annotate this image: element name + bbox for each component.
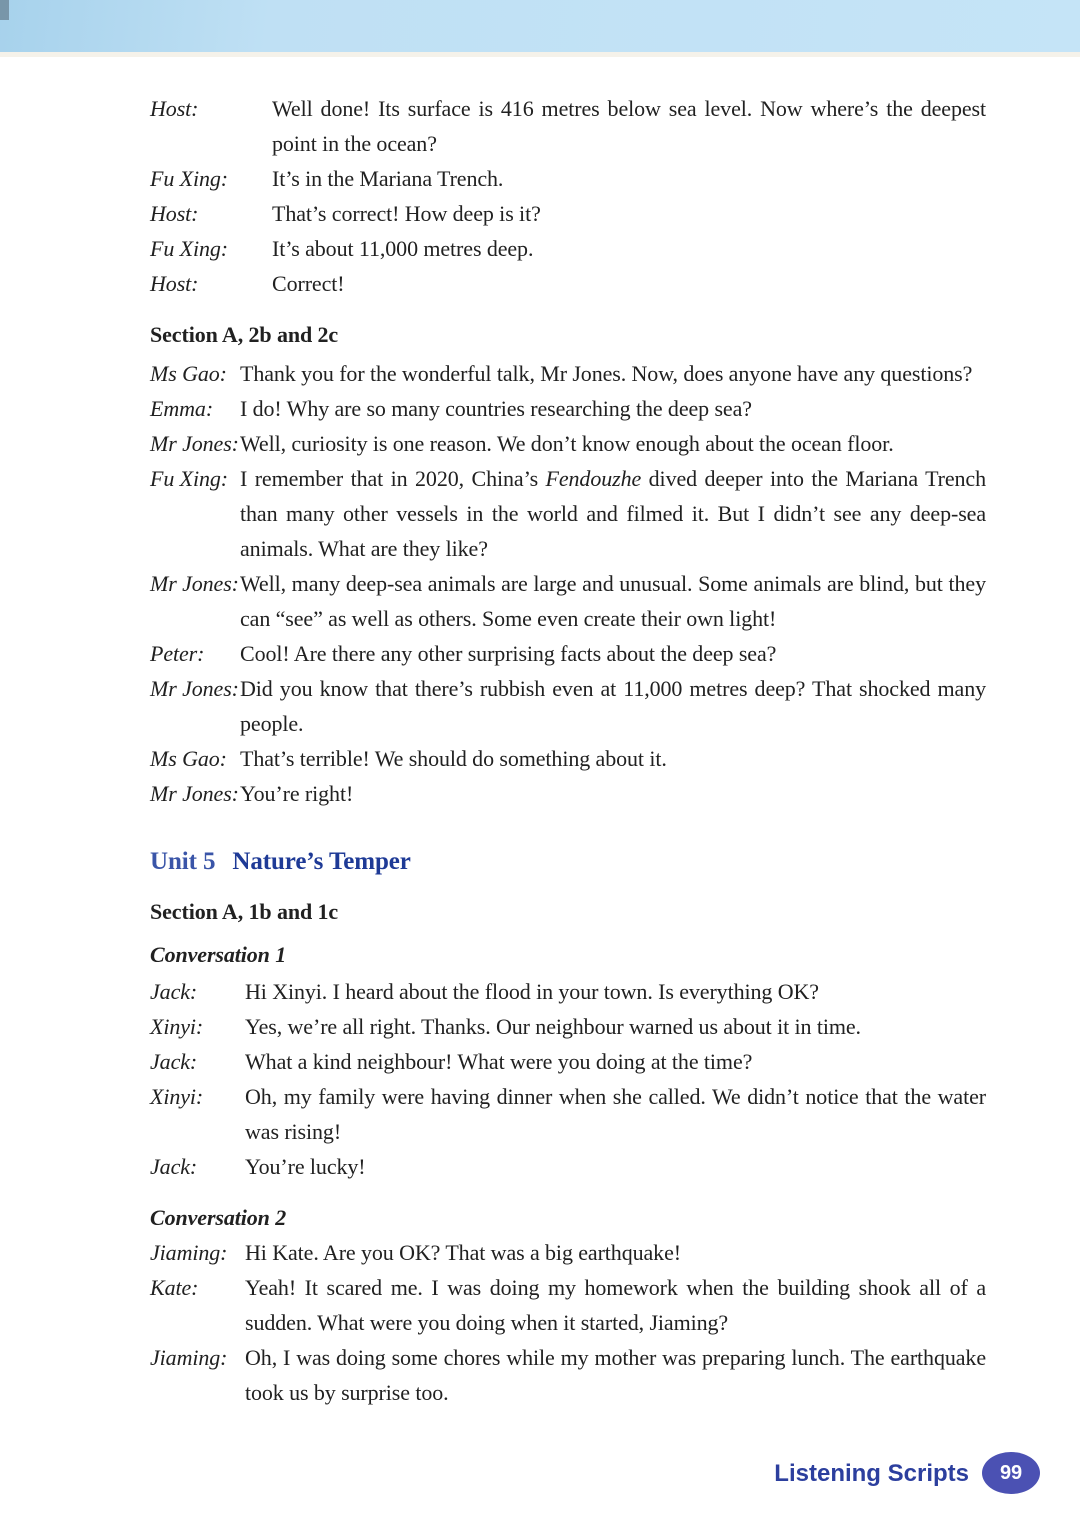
speaker-label: Mr Jones: — [150, 676, 239, 701]
dialogue-row — [150, 566, 986, 636]
utterance-text — [240, 461, 986, 566]
utterance-text: It’s about 11,000 metres deep. — [272, 236, 534, 261]
dialogue-row — [150, 741, 986, 776]
utterance-text: It’s in the Mariana Trench. — [272, 166, 504, 191]
page-footer — [774, 1452, 1040, 1494]
unit-title: Nature’s Temper — [232, 848, 411, 875]
speaker-label: Emma: — [150, 396, 214, 421]
speaker-label: Host: — [150, 271, 199, 296]
dialogue-row — [150, 461, 986, 566]
dialogue-row — [150, 671, 986, 741]
utterance-text: Well, curiosity is one reason. We don’t know enough about the ocean floor. — [240, 431, 894, 456]
utterance-text: Hi Xinyi. I heard about the flood in your town. Is everything OK? — [245, 979, 819, 1004]
section-header-1b-1c: Section A, 1b and 1c — [150, 899, 339, 924]
utterance-text: Did you know that there’s rubbish even at 11,000 metres deep? That shocked many people. — [240, 676, 986, 736]
dialogue-row — [150, 391, 986, 426]
dialogue-row — [150, 91, 986, 161]
page-number-badge: 99 — [982, 1452, 1040, 1494]
speaker-label: Mr Jones: — [150, 431, 239, 456]
utterance-segment: dived deeper into the Mariana Trench than many other vessels in the world and filmed it. But I didn’t see any deep-sea animals. What are they like? — [240, 466, 986, 561]
dialogue-row — [150, 161, 986, 196]
utterance-text: Hi Kate. Are you OK? That was a big earthquake! — [245, 1240, 681, 1265]
dialogue-row — [150, 196, 986, 231]
conversation-1-header: Conversation 1 — [150, 942, 287, 967]
speaker-label: Mr Jones: — [150, 571, 239, 596]
dialogue-row — [150, 1235, 986, 1270]
utterance-text: Thank you for the wonderful talk, Mr Jones. Now, does anyone have any questions? — [240, 361, 973, 386]
dialogue-block-conversation-1 — [150, 974, 986, 1184]
unit-heading — [150, 844, 986, 880]
dialogue-block-classroom — [150, 356, 986, 811]
speaker-label: Fu Xing: — [150, 466, 229, 491]
speaker-label: Fu Xing: — [150, 236, 229, 261]
dialogue-block-conversation-2 — [150, 1235, 986, 1410]
vessel-name: Fendouzhe — [545, 466, 642, 491]
utterance-text: That’s correct! How deep is it? — [272, 201, 541, 226]
dialogue-row — [150, 1340, 986, 1410]
speaker-label: Kate: — [150, 1275, 199, 1300]
speaker-label: Ms Gao: — [150, 746, 227, 771]
listening-scripts-content — [150, 0, 986, 1410]
speaker-label: Fu Xing: — [150, 166, 229, 191]
dialogue-row — [150, 1009, 986, 1044]
conversation-2-header: Conversation 2 — [150, 1205, 287, 1230]
dialogue-row — [150, 1044, 986, 1079]
utterance-text: Correct! — [272, 271, 345, 296]
dialogue-row — [150, 636, 986, 671]
utterance-text: Oh, my family were having dinner when she called. We didn’t notice that the water was rising! — [245, 1084, 986, 1144]
utterance-text: You’re right! — [240, 781, 354, 806]
unit-number: Unit 5 — [150, 848, 216, 875]
dialogue-row — [150, 356, 986, 391]
utterance-text: Well, many deep-sea animals are large and unusual. Some animals are blind, but they can “see” as well as others. Some even create their own light! — [240, 571, 986, 631]
utterance-text: Well done! Its surface is 416 metres below sea level. Now where’s the deepest point in the ocean? — [272, 96, 986, 156]
section-header-2b-2c: Section A, 2b and 2c — [150, 322, 339, 347]
speaker-label: Host: — [150, 96, 199, 121]
speaker-label: Jack: — [150, 1154, 198, 1179]
dialogue-row — [150, 974, 986, 1009]
speaker-label: Mr Jones: — [150, 781, 239, 806]
speaker-label: Jack: — [150, 1049, 198, 1074]
utterance-text: Yeah! It scared me. I was doing my homework when the building shook all of a sudden. What were you doing when it started, Jiaming? — [245, 1275, 986, 1335]
utterance-text: Yes, we’re all right. Thanks. Our neighbour warned us about it in time. — [245, 1014, 861, 1039]
utterance-text: You’re lucky! — [245, 1154, 366, 1179]
utterance-segment: I remember that in 2020, China’s — [240, 466, 546, 491]
utterance-text: That’s terrible! We should do something about it. — [240, 746, 667, 771]
dialogue-row — [150, 776, 986, 811]
speaker-label: Peter: — [150, 641, 205, 666]
speaker-label: Xinyi: — [150, 1014, 204, 1039]
dialogue-row — [150, 1079, 986, 1149]
utterance-text: I do! Why are so many countries researching the deep sea? — [240, 396, 752, 421]
speaker-label: Xinyi: — [150, 1084, 204, 1109]
footer-label: Listening Scripts — [774, 1459, 969, 1487]
dialogue-row — [150, 1149, 986, 1184]
speaker-label: Ms Gao: — [150, 361, 227, 386]
dialogue-row — [150, 1270, 986, 1340]
speaker-label: Host: — [150, 201, 199, 226]
speaker-label: Jiaming: — [150, 1345, 228, 1370]
utterance-text: What a kind neighbour! What were you doing at the time? — [245, 1049, 753, 1074]
dialogue-row — [150, 266, 986, 301]
speaker-label: Jiaming: — [150, 1240, 228, 1265]
speaker-label: Jack: — [150, 979, 198, 1004]
dialogue-row — [150, 426, 986, 461]
dialogue-block-quiz — [150, 91, 986, 301]
utterance-text: Cool! Are there any other surprising facts about the deep sea? — [240, 641, 777, 666]
dialogue-row — [150, 231, 986, 266]
utterance-text: Oh, I was doing some chores while my mother was preparing lunch. The earthquake took us by surprise too. — [245, 1345, 986, 1405]
